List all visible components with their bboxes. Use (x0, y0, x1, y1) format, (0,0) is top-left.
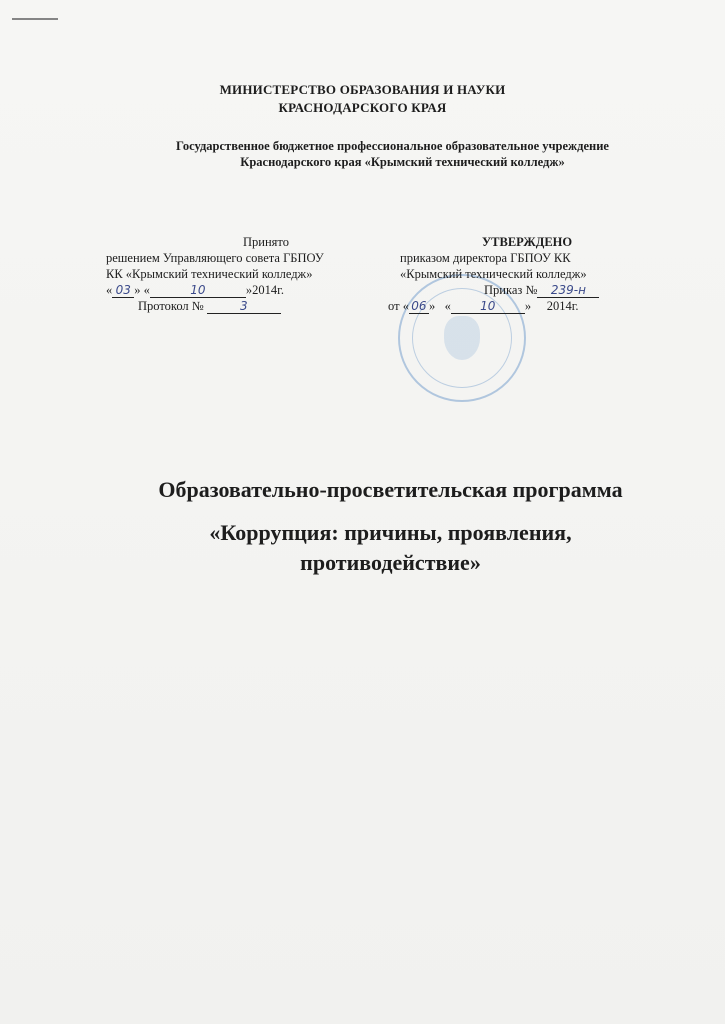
approved-month: 10 (451, 300, 525, 314)
accepted-title: Принято (243, 235, 289, 249)
ministry-line-2: КРАСНОДАРСКОГО КРАЯ (278, 100, 447, 115)
approved-year: 2014г. (546, 299, 579, 313)
institution-line-2: Краснодарского края «Крымский технический колледж» (240, 155, 565, 169)
date-quote-open: « (106, 283, 113, 297)
date-quote-close: »2014г. (245, 283, 284, 297)
accepted-line-1: решением Управляющего совета ГБПОУ (106, 251, 324, 265)
institution-line-1: Государственное бюджетное профессиональное образовательное учреждение (176, 139, 609, 153)
approved-title: УТВЕРЖДЕНО (482, 235, 573, 249)
ministry-line-1: МИНИСТЕРСТВО ОБРАЗОВАНИЯ И НАУКИ (219, 82, 506, 97)
date-quote-3: « (444, 299, 451, 313)
accepted-block (106, 234, 396, 314)
approved-block (380, 234, 680, 314)
program-title-line-2: «Коррупция: причины, проявления, (209, 520, 572, 545)
date-quote-2: » (428, 299, 436, 313)
approved-date-line (380, 298, 680, 314)
order-line (380, 282, 680, 298)
corner-mark (12, 18, 58, 20)
approved-day: 06 (409, 300, 429, 314)
date-quote-1: « (402, 299, 409, 313)
protocol-label: Протокол № (138, 299, 204, 313)
date-quote-4: » (524, 299, 532, 313)
program-title-line-1: Образовательно-просветительская программа (158, 477, 623, 502)
order-label: Приказ № (484, 283, 538, 297)
accepted-date-line (106, 282, 396, 298)
approved-line-1: приказом директора ГБПОУ КК (400, 251, 571, 265)
from-label: от (388, 299, 400, 313)
accepted-month: 10 (150, 284, 246, 298)
order-number: 239-н (537, 284, 599, 298)
date-quote-mid: » « (134, 283, 150, 297)
protocol-line (106, 298, 396, 314)
program-title-line-3: противодействие» (300, 550, 481, 575)
protocol-number: 3 (207, 300, 281, 314)
accepted-day: 03 (112, 284, 134, 298)
approved-line-2: «Крымский технический колледж» (400, 267, 587, 281)
accepted-line-2: КК «Крымский технический колледж» (106, 267, 313, 281)
